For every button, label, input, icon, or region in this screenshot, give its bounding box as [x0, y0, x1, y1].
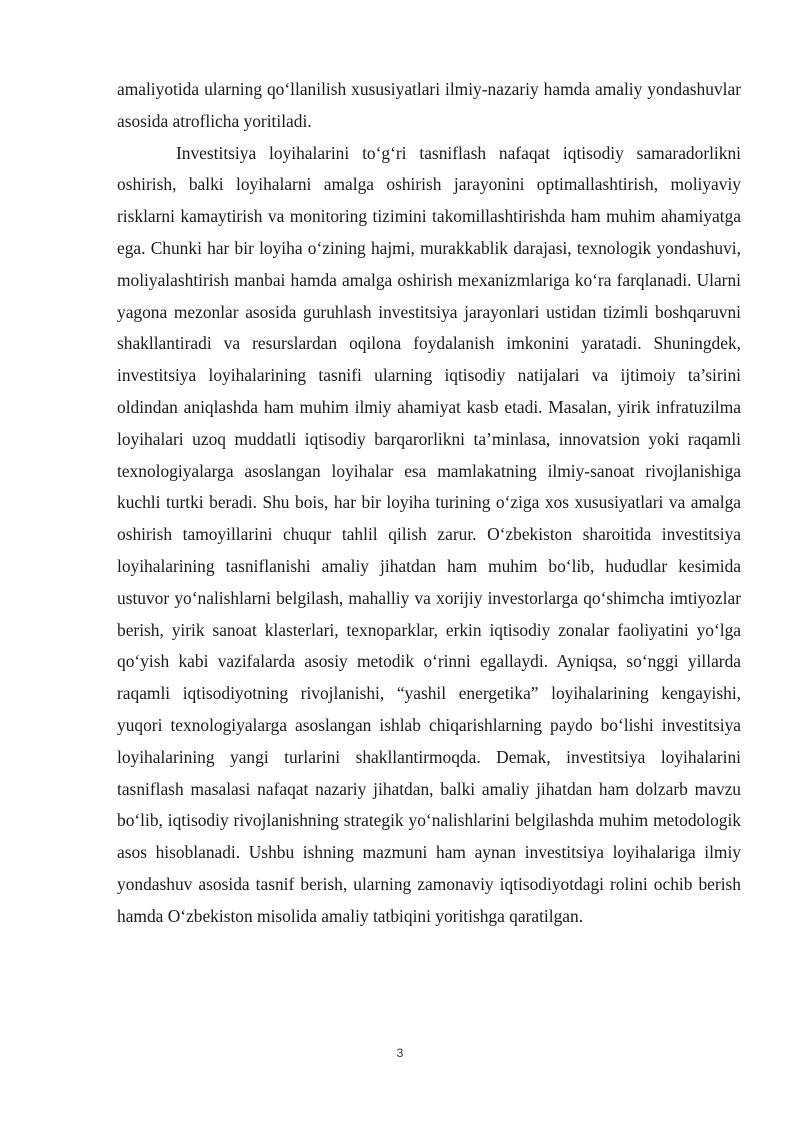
paragraph-main: Investitsiya loyihalarini to‘g‘ri tasniflash nafaqat iqtisodiy samaradorlikni oshirish, balki loyihalarni amalga oshirish jarayonini optimallashtirish, moliyaviy risklarni kamaytirish va monitoring tizimini takomillashtirishda ham muhim ahamiyatga ega. Chunki har bir loyiha o‘zining hajmi, murakkablik darajasi, texnologik yondashuvi, moliyalashtirish manbai hamda amalga oshirish mexanizmlariga ko‘ra farqlanadi. Ularni yagona mezonlar asosida guruhlash investitsiya jarayonlari ustidan tizimli boshqaruvni shakllantiradi va resurslardan oqilona foydalanish imkonini yaratadi. Shuningdek, investitsiya loyihalarining tasnifi ularning iqtisodiy natijalari va ijtimoiy ta’sirini oldindan aniqlashda ham muhim ilmiy ahamiyat kasb etadi. Masalan, yirik infratuzilma loyihalari uzoq muddatli iqtisodiy barqarorlikni ta’minlasa, innovatsion yoki raqamli texnologiyalarga asoslangan loyihalar esa mamlakatning ilmiy-sanoat rivojlanishiga kuchli turtki beradi. Shu bois, har bir loyiha turining o‘ziga xos xususiyatlari va amalga oshirish tamoyillarini chuqur tahlil qilish zarur. O‘zbekiston sharoitida investitsiya loyihalarining tasniflanishi amaliy jihatdan ham muhim bo‘lib, hududlar kesimida ustuvor yo‘nalishlarni belgilash, mahalliy va xorijiy investorlarga qo‘shimcha imtiyozlar berish, yirik sanoat klasterlari, texnoparklar, erkin iqtisodiy zonalar faoliyatini yo‘lga qo‘yish kabi vazifalarda asosiy metodik o‘rinni egallaydi. Ayniqsa, so‘nggi yillarda raqamli iqtisodiyotning rivojlanishi, “yashil energetika” loyihalarining kengayishi, yuqori texnologiyalarga asoslangan ishlab chiqarishlarning paydo bo‘lishi investitsiya loyihalarining yangi turlarini shakllantirmoqda. Demak, investitsiya loyihalarini tasniflash masalasi nafaqat nazariy jihatdan, balki amaliy jihatdan ham dolzarb mavzu bo‘lib, iqtisodiy rivojlanishning strategik yo‘nalishlarini belgilashda muhim metodologik asos hisoblanadi. Ushbu ishning mazmuni ham aynan investitsiya loyihalariga ilmiy yondashuv asosida tasnif berish, ularning zamonaviy iqtisodiyotdagi rolini ochib berish hamda O‘zbekiston misolida amaliy tatbiqini yoritishga qaratilgan. — [117, 142, 741, 926]
page-number: 3 — [396, 1046, 404, 1060]
paragraph-continuation: amaliyotida ularning qo‘llanilish xususiyatlari ilmiy-nazariy hamda amaliy yondashuvlar asosida atroflicha yoritiladi. — [117, 79, 741, 131]
body-text — [117, 74, 741, 933]
